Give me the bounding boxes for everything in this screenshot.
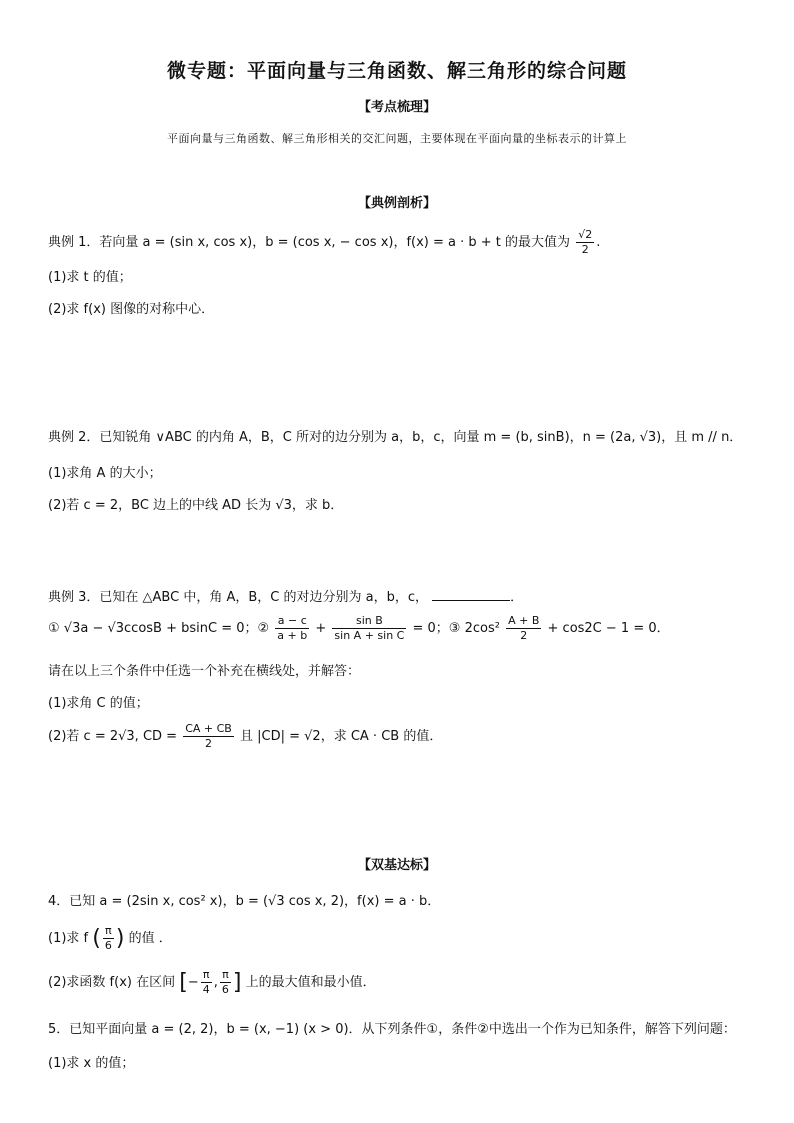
plus-sign: +: [315, 621, 327, 636]
problem-4-question-1: [48, 924, 768, 953]
page-title: 微专题：平面向量与三角函数、解三角形的综合问题: [166, 60, 627, 82]
problem-5-question-1: (1)求 x 的值；: [48, 1056, 135, 1071]
question-2-start: (2)求函数 f(x) 在区间: [48, 975, 176, 990]
left-paren: (: [92, 926, 101, 951]
problem-4-question-2: (2)求函数 f(x) 在区间 [− $\frac{\pi}{4}$ , $\frac{\pi}{6}$ ] 上的最大值和最小值．: [48, 968, 376, 996]
example-2-question-1: (1)求角 A 的大小；: [48, 466, 162, 481]
fraction-numerator: A + B: [508, 614, 540, 627]
problem-5-statement: 5．已知平面向量 a = (2, 2)，b = (x, −1) (x > 0)．从下列条件①，条件②中选出一个作为已知条件，解答下列问题：: [48, 1022, 736, 1037]
fraction-denominator: a + b: [277, 629, 308, 642]
section-heading-key-points: 【考点梳理】: [357, 100, 436, 115]
question-2-end: 且 |CD| = √2，求 CA · CB 的值．: [240, 729, 443, 744]
condition-2-end: = 0；③ 2cos²: [412, 621, 500, 636]
example-2-question-2: (2)若 c = 2，BC 边上的中线 AD 长为 √3，求 b．: [48, 498, 344, 513]
example-3-statement: [48, 586, 768, 605]
fraction-denominator: 4: [202, 983, 210, 996]
example-3-question-1: (1)求角 C 的值；: [48, 696, 149, 711]
right-paren: ): [115, 926, 125, 951]
example-2-statement: 典例 2．已知锐角 ∨ABC 的内角 A，B，C 所对的边分别为 a，b，c，向量 m = (b, sinB)，n = (2a, √3)，且 m // n．: [48, 430, 743, 445]
example-1-statement: [48, 228, 768, 257]
fraction-denominator: 6: [221, 983, 229, 996]
fraction-denominator: sin A + sin C: [334, 629, 405, 642]
example-1-question-1: (1)求 t 的值；: [48, 270, 132, 285]
interval-upper-fraction: [220, 968, 231, 997]
fraction-numerator: π: [201, 968, 212, 983]
pi-over-6-fraction: [103, 924, 114, 953]
example-3-text: 典例 3．已知在 △ABC 中，角 A，B，C 的对边分别为 a，b，c，: [48, 590, 428, 605]
condition-2-fraction-b: [332, 614, 406, 643]
condition-3-end: + cos2C − 1 = 0．: [547, 621, 670, 636]
question-2-fraction: [183, 722, 234, 751]
fraction-numerator: sin B: [332, 614, 406, 629]
fraction-numerator: a − c: [275, 614, 309, 629]
fraction-denominator: 6: [104, 939, 112, 952]
problem-4-statement: 4．已知 a = (2sin x, cos² x)，b = (√3 cos x, 2)，f(x) = a · b．: [48, 894, 441, 909]
answer-blank: [432, 588, 510, 601]
condition-3-fraction: [506, 614, 541, 643]
question-1-end: 的值 ．: [128, 931, 172, 946]
interval-lower-fraction: [201, 968, 212, 997]
question-2-start: (2)若 c = 2√3, CD =: [48, 729, 178, 744]
example-3-conditions: [48, 614, 768, 643]
example-1-text: 典例 1．若向量 a = (sin x, cos x)，b = (cos x, − cos x)，f(x) = a · b + t 的最大值为: [48, 235, 571, 250]
fraction-denominator: 2: [205, 737, 213, 750]
sentence-end: ．: [510, 590, 524, 605]
section-heading-examples: 【典例剖析】: [357, 196, 436, 211]
question-2-end: 上的最大值和最小值．: [245, 975, 376, 990]
fraction-numerator: π: [103, 924, 114, 939]
sentence-end: .: [596, 235, 601, 250]
example-3-instruction: 请在以上三个条件中任选一个补充在横线处，并解答：: [48, 664, 361, 679]
example-1-fraction: [576, 228, 594, 257]
fraction-denominator: 2: [581, 243, 589, 256]
fraction-numerator: √2: [578, 228, 593, 241]
condition-2-fraction-a: [275, 614, 309, 643]
example-3-question-2: [48, 722, 768, 751]
section-heading-exercises: 【双基达标】: [357, 858, 436, 873]
condition-1: ① √3a − √3ccosB + bsinC = 0；②: [48, 621, 270, 636]
right-bracket: ]: [232, 970, 242, 995]
question-1-start: (1)求 f: [48, 931, 89, 946]
fraction-denominator: 2: [520, 629, 528, 642]
example-1-question-2: (2)求 f(x) 图像的对称中心．: [48, 302, 215, 317]
intro-text: 平面向量与三角函数、解三角形相关的交汇问题，主要体现在平面向量的坐标表示的计算上: [167, 132, 627, 145]
left-bracket: [: [179, 970, 188, 995]
fraction-numerator: CA + CB: [185, 722, 232, 735]
fraction-numerator: π: [220, 968, 231, 983]
